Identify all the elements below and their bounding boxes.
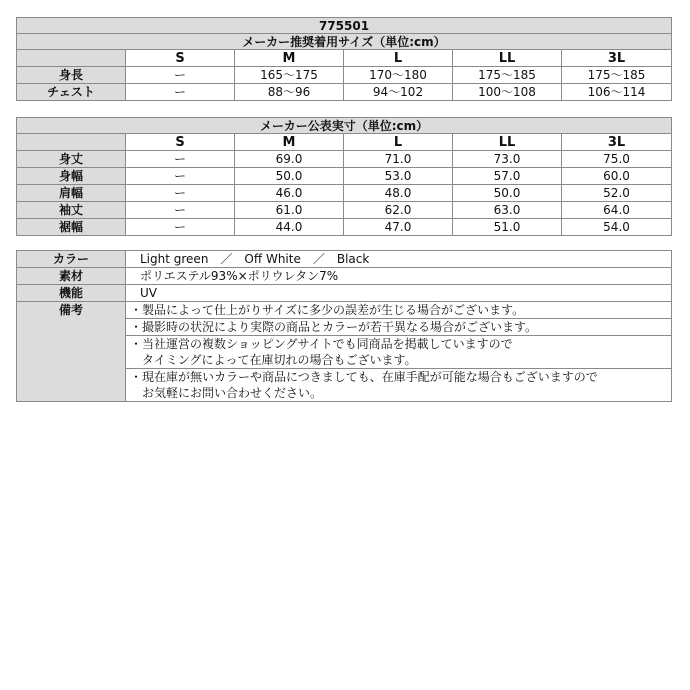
note-item <box>126 369 672 402</box>
table-cell: 165〜175 <box>235 67 344 84</box>
table-cell: 57.0 <box>453 168 562 185</box>
table-cell: 75.0 <box>562 151 672 168</box>
size-header: LL <box>453 50 562 67</box>
table-cell: 175〜185 <box>453 67 562 84</box>
corner-cell <box>17 134 126 151</box>
material-value: ポリエステル93%×ポリウレタン7% <box>126 268 672 285</box>
color-label: カラー <box>17 251 126 268</box>
table-cell: 94〜102 <box>344 84 453 101</box>
note-line: ・現在庫が無いカラーや商品につきましても、在庫手配が可能な場合もございますので <box>130 370 598 384</box>
row-label: チェスト <box>17 84 126 101</box>
actual-measurement-title: メーカー公表実寸（単位:cm） <box>17 118 672 134</box>
table-cell: 47.0 <box>344 219 453 236</box>
size-header: 3L <box>562 50 672 67</box>
corner-cell <box>17 50 126 67</box>
table-cell: ー <box>126 219 235 236</box>
table-cell: 48.0 <box>344 185 453 202</box>
color-value: Light green ／ Off White ／ Black <box>126 251 672 268</box>
size-header: L <box>344 50 453 67</box>
recommended-size-table <box>16 17 672 101</box>
table-cell: 175〜185 <box>562 67 672 84</box>
recommended-size-title: メーカー推奨着用サイズ（単位:cm） <box>17 34 672 50</box>
function-label: 機能 <box>17 285 126 302</box>
size-header: M <box>235 50 344 67</box>
material-label: 素材 <box>17 268 126 285</box>
row-label: 身丈 <box>17 151 126 168</box>
size-header: 3L <box>562 134 672 151</box>
row-label: 身長 <box>17 67 126 84</box>
note-item <box>126 336 672 369</box>
table-row <box>17 168 672 185</box>
row-label: 身幅 <box>17 168 126 185</box>
table-cell: 63.0 <box>453 202 562 219</box>
table-cell: 73.0 <box>453 151 562 168</box>
table-row <box>17 84 672 101</box>
size-header: S <box>126 134 235 151</box>
table-cell: 54.0 <box>562 219 672 236</box>
row-label: 裾幅 <box>17 219 126 236</box>
table-cell: 100〜108 <box>453 84 562 101</box>
table-cell: 52.0 <box>562 185 672 202</box>
table-row <box>17 285 672 302</box>
table-cell: 88〜96 <box>235 84 344 101</box>
product-code: 775501 <box>17 18 672 34</box>
row-label: 袖丈 <box>17 202 126 219</box>
table-cell: ー <box>126 168 235 185</box>
table-row <box>17 202 672 219</box>
table-row <box>17 219 672 236</box>
table-cell: 46.0 <box>235 185 344 202</box>
size-header: LL <box>453 134 562 151</box>
table-cell: 71.0 <box>344 151 453 168</box>
table-cell: 62.0 <box>344 202 453 219</box>
table-row <box>17 268 672 285</box>
product-info-table <box>16 250 672 402</box>
table-cell: 44.0 <box>235 219 344 236</box>
row-label: 肩幅 <box>17 185 126 202</box>
note-item: ・撮影時の状況により実際の商品とカラーが若干異なる場合がございます。 <box>126 319 672 336</box>
actual-measurement-table <box>16 117 672 236</box>
table-row <box>17 251 672 268</box>
table-cell: 69.0 <box>235 151 344 168</box>
size-header: M <box>235 134 344 151</box>
table-cell: 64.0 <box>562 202 672 219</box>
table-cell: ー <box>126 84 235 101</box>
table-cell: 50.0 <box>235 168 344 185</box>
table-cell: 106〜114 <box>562 84 672 101</box>
note-line: お気軽にお問い合わせください。 <box>130 386 323 400</box>
table-cell: 60.0 <box>562 168 672 185</box>
table-cell: 170〜180 <box>344 67 453 84</box>
note-item: ・製品によって仕上がりサイズに多少の誤差が生じる場合がございます。 <box>126 302 672 319</box>
function-value: UV <box>126 285 672 302</box>
size-header: S <box>126 50 235 67</box>
table-cell: ー <box>126 185 235 202</box>
size-header: L <box>344 134 453 151</box>
table-cell: 53.0 <box>344 168 453 185</box>
table-row <box>17 185 672 202</box>
table-cell: ー <box>126 67 235 84</box>
table-row <box>17 151 672 168</box>
table-cell: ー <box>126 202 235 219</box>
notes-label: 備考 <box>17 302 126 402</box>
table-cell: ー <box>126 151 235 168</box>
table-row <box>17 67 672 84</box>
note-line: タイミングによって在庫切れの場合もございます。 <box>130 353 417 367</box>
note-line: ・当社運営の複数ショッピングサイトでも同商品を掲載していますので <box>130 337 513 351</box>
table-cell: 50.0 <box>453 185 562 202</box>
table-cell: 51.0 <box>453 219 562 236</box>
table-cell: 61.0 <box>235 202 344 219</box>
table-row <box>17 302 672 319</box>
